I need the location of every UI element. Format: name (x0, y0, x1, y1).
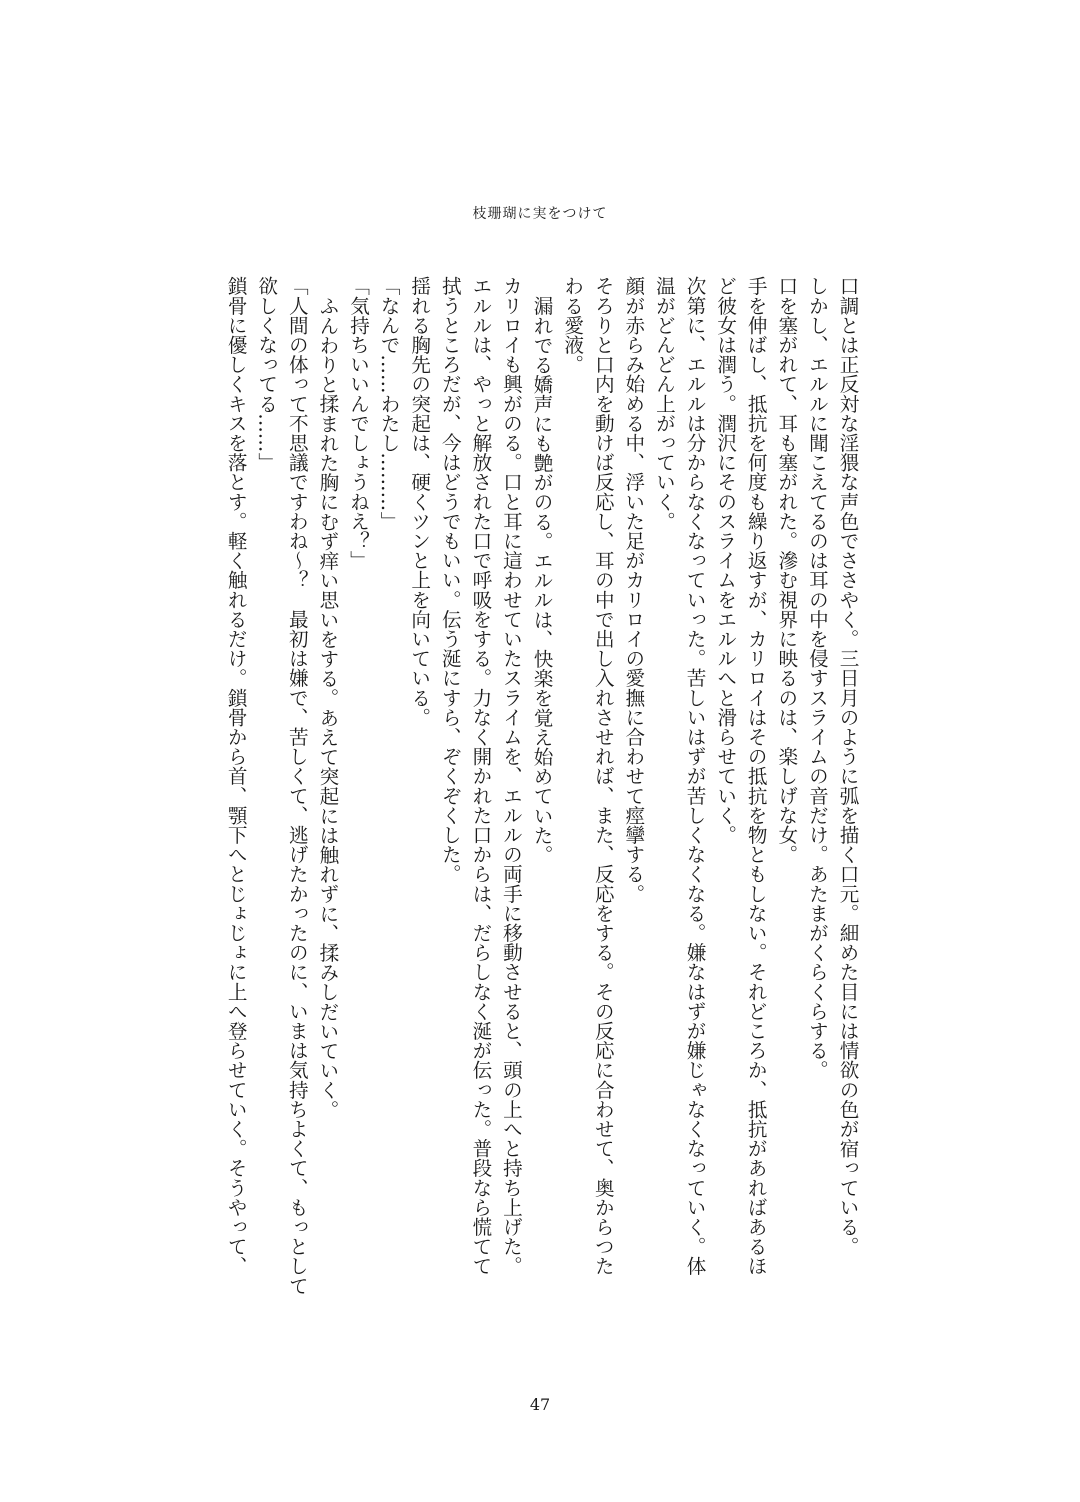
text-line: 「気持ちいいんでしょうねえ？」 (346, 276, 370, 570)
text-line: 漏れでる嬌声にも艶がのる。エルルは、快楽を覚え始めていた。 (530, 295, 554, 864)
text-line: エルルは、やっと解放された口で呼吸をする。力なく開かれた口からは、だらしなく涎が伝った。普段なら慌てて (468, 276, 492, 1276)
text-line: 拭うところだが、今はどうでもいい。伝う涎にすら、ぞくぞくした。 (438, 276, 462, 884)
running-header: 枝珊瑚に実をつけて (472, 206, 608, 222)
text-line: 次第に、エルルは分からなくなっていった。苦しいはずが苦しくなくなる。嫌なはずが嫌じゃなくなっていく。体 (683, 276, 707, 1276)
text-line: ふんわりと揉まれた胸にむず痒い思いをする。あえて突起には触れずに、揉みしだいていく。 (315, 295, 339, 1119)
text-line: 揺れる胸先の突起は、硬くツンと上を向いている。 (407, 276, 431, 727)
page-number: 47 (529, 1395, 551, 1414)
body-text (224, 276, 862, 1296)
text-line: カリロイも興がのる。口と耳に這わせていたスライムを、エルルの両手に移動させると、頭の上へと持ち上げた。 (499, 276, 523, 1276)
text-line: 鎖骨に優しくキスを落とす。軽く触れるだけ。鎖骨から首、顎下へとじょじょに上へ登らせていく。そうやって、 (224, 276, 248, 1276)
text-line: 顔が赤らみ始める中、浮いた足がカリロイの愛撫に合わせて痙攣する。 (621, 276, 645, 904)
text-line: そろりと口内を動けば反応し、耳の中で出し入れさせれば、また、反応をする。その反応に合わせて、奥からつた (591, 276, 615, 1276)
text-line: 口を塞がれて、耳も塞がれた。滲む視界に映るのは、楽しげな女。 (774, 276, 798, 864)
text-line: しかし、エルルに聞こえてるのは耳の中を侵すスライムの音だけ。あたまがくらくらする。 (805, 276, 829, 1080)
text-line: わる愛液。 (560, 276, 584, 374)
text-line: ど彼女は潤う。潤沢にそのスライムをエルルへと滑らせていく。 (713, 276, 737, 845)
text-line: 「なんで……わたし………」 (377, 276, 401, 531)
text-line: 手を伸ばし、抵抗を何度も繰り返すが、カリロイはその抵抗を物ともしない。それどころか、抵抗があればあるほ (744, 276, 768, 1276)
text-line: 欲しくなってる……」 (254, 276, 278, 472)
text-line: 口調とは正反対な淫猥な声色でささやく。三日月のように弧を描く口元。細めた目には情欲の色が宿っている。 (836, 276, 859, 1256)
text-line: 温がどんどん上がっていく。 (652, 276, 676, 531)
text-line: 「人間の体って不思議ですわね～？ 最初は嫌で、苦しくて、逃げたかったのに、いまは気持ちよくて、もっとして (285, 276, 309, 1296)
